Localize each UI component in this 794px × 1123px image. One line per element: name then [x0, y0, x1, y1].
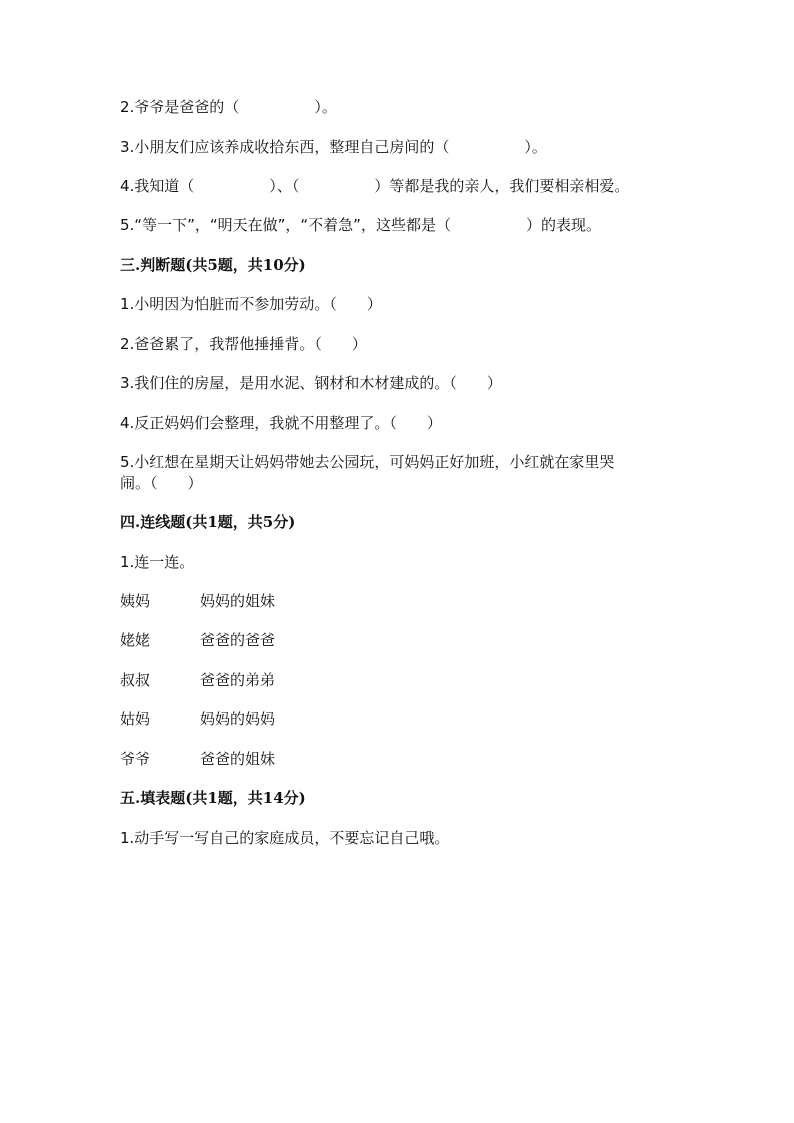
table-prompt: 1.动手写一写自己的家庭成员，不要忘记自己哦。 — [120, 829, 450, 847]
match-right-item: 爸爸的姐妹 — [200, 750, 276, 768]
match-left-item: 姑妈 — [120, 710, 151, 728]
judge-q5-line2: 闹。（ ） — [120, 474, 203, 492]
match-left-item: 姨妈 — [120, 592, 151, 610]
fill-blank-q2: 2.爷爷是爸爸的（ ）。 — [120, 98, 337, 116]
match-left-item: 姥姥 — [120, 631, 151, 649]
fill-blank-q3: 3.小朋友们应该养成收拾东西，整理自己房间的（ ）。 — [120, 138, 547, 156]
judge-q5-line1: 5.小红想在星期天让妈妈带她去公园玩，可妈妈正好加班，小红就在家里哭 — [120, 453, 615, 471]
judge-q2: 2.爸爸累了，我帮他捶捶背。（ ） — [120, 335, 367, 353]
judge-section-heading: 三.判断题(共5题，共10分) — [120, 256, 306, 274]
match-right-item: 爸爸的弟弟 — [200, 671, 276, 689]
match-right-item: 爸爸的爸爸 — [200, 631, 276, 649]
judge-q1: 1.小明因为怕脏而不参加劳动。（ ） — [120, 295, 382, 313]
match-right-item: 妈妈的姐妹 — [200, 592, 276, 610]
judge-q3: 3.我们住的房屋，是用水泥、钢材和木材建成的。（ ） — [120, 374, 502, 392]
match-section-heading: 四.连线题(共1题，共5分) — [120, 513, 296, 531]
match-left-item: 爷爷 — [120, 750, 151, 768]
table-section-heading: 五.填表题(共1题，共14分) — [120, 789, 306, 807]
fill-blank-q5: 5.“等一下”，“明天在做”，“不着急”，这些都是（ ）的表现。 — [120, 216, 601, 234]
fill-blank-q4: 4.我知道（ ）、（ ）等都是我的亲人，我们要相亲相爱。 — [120, 177, 630, 195]
match-right-item: 妈妈的妈妈 — [200, 710, 276, 728]
judge-q4: 4.反正妈妈们会整理，我就不用整理了。（ ） — [120, 414, 442, 432]
match-left-item: 叔叔 — [120, 671, 151, 689]
match-prompt: 1.连一连。 — [120, 553, 195, 571]
